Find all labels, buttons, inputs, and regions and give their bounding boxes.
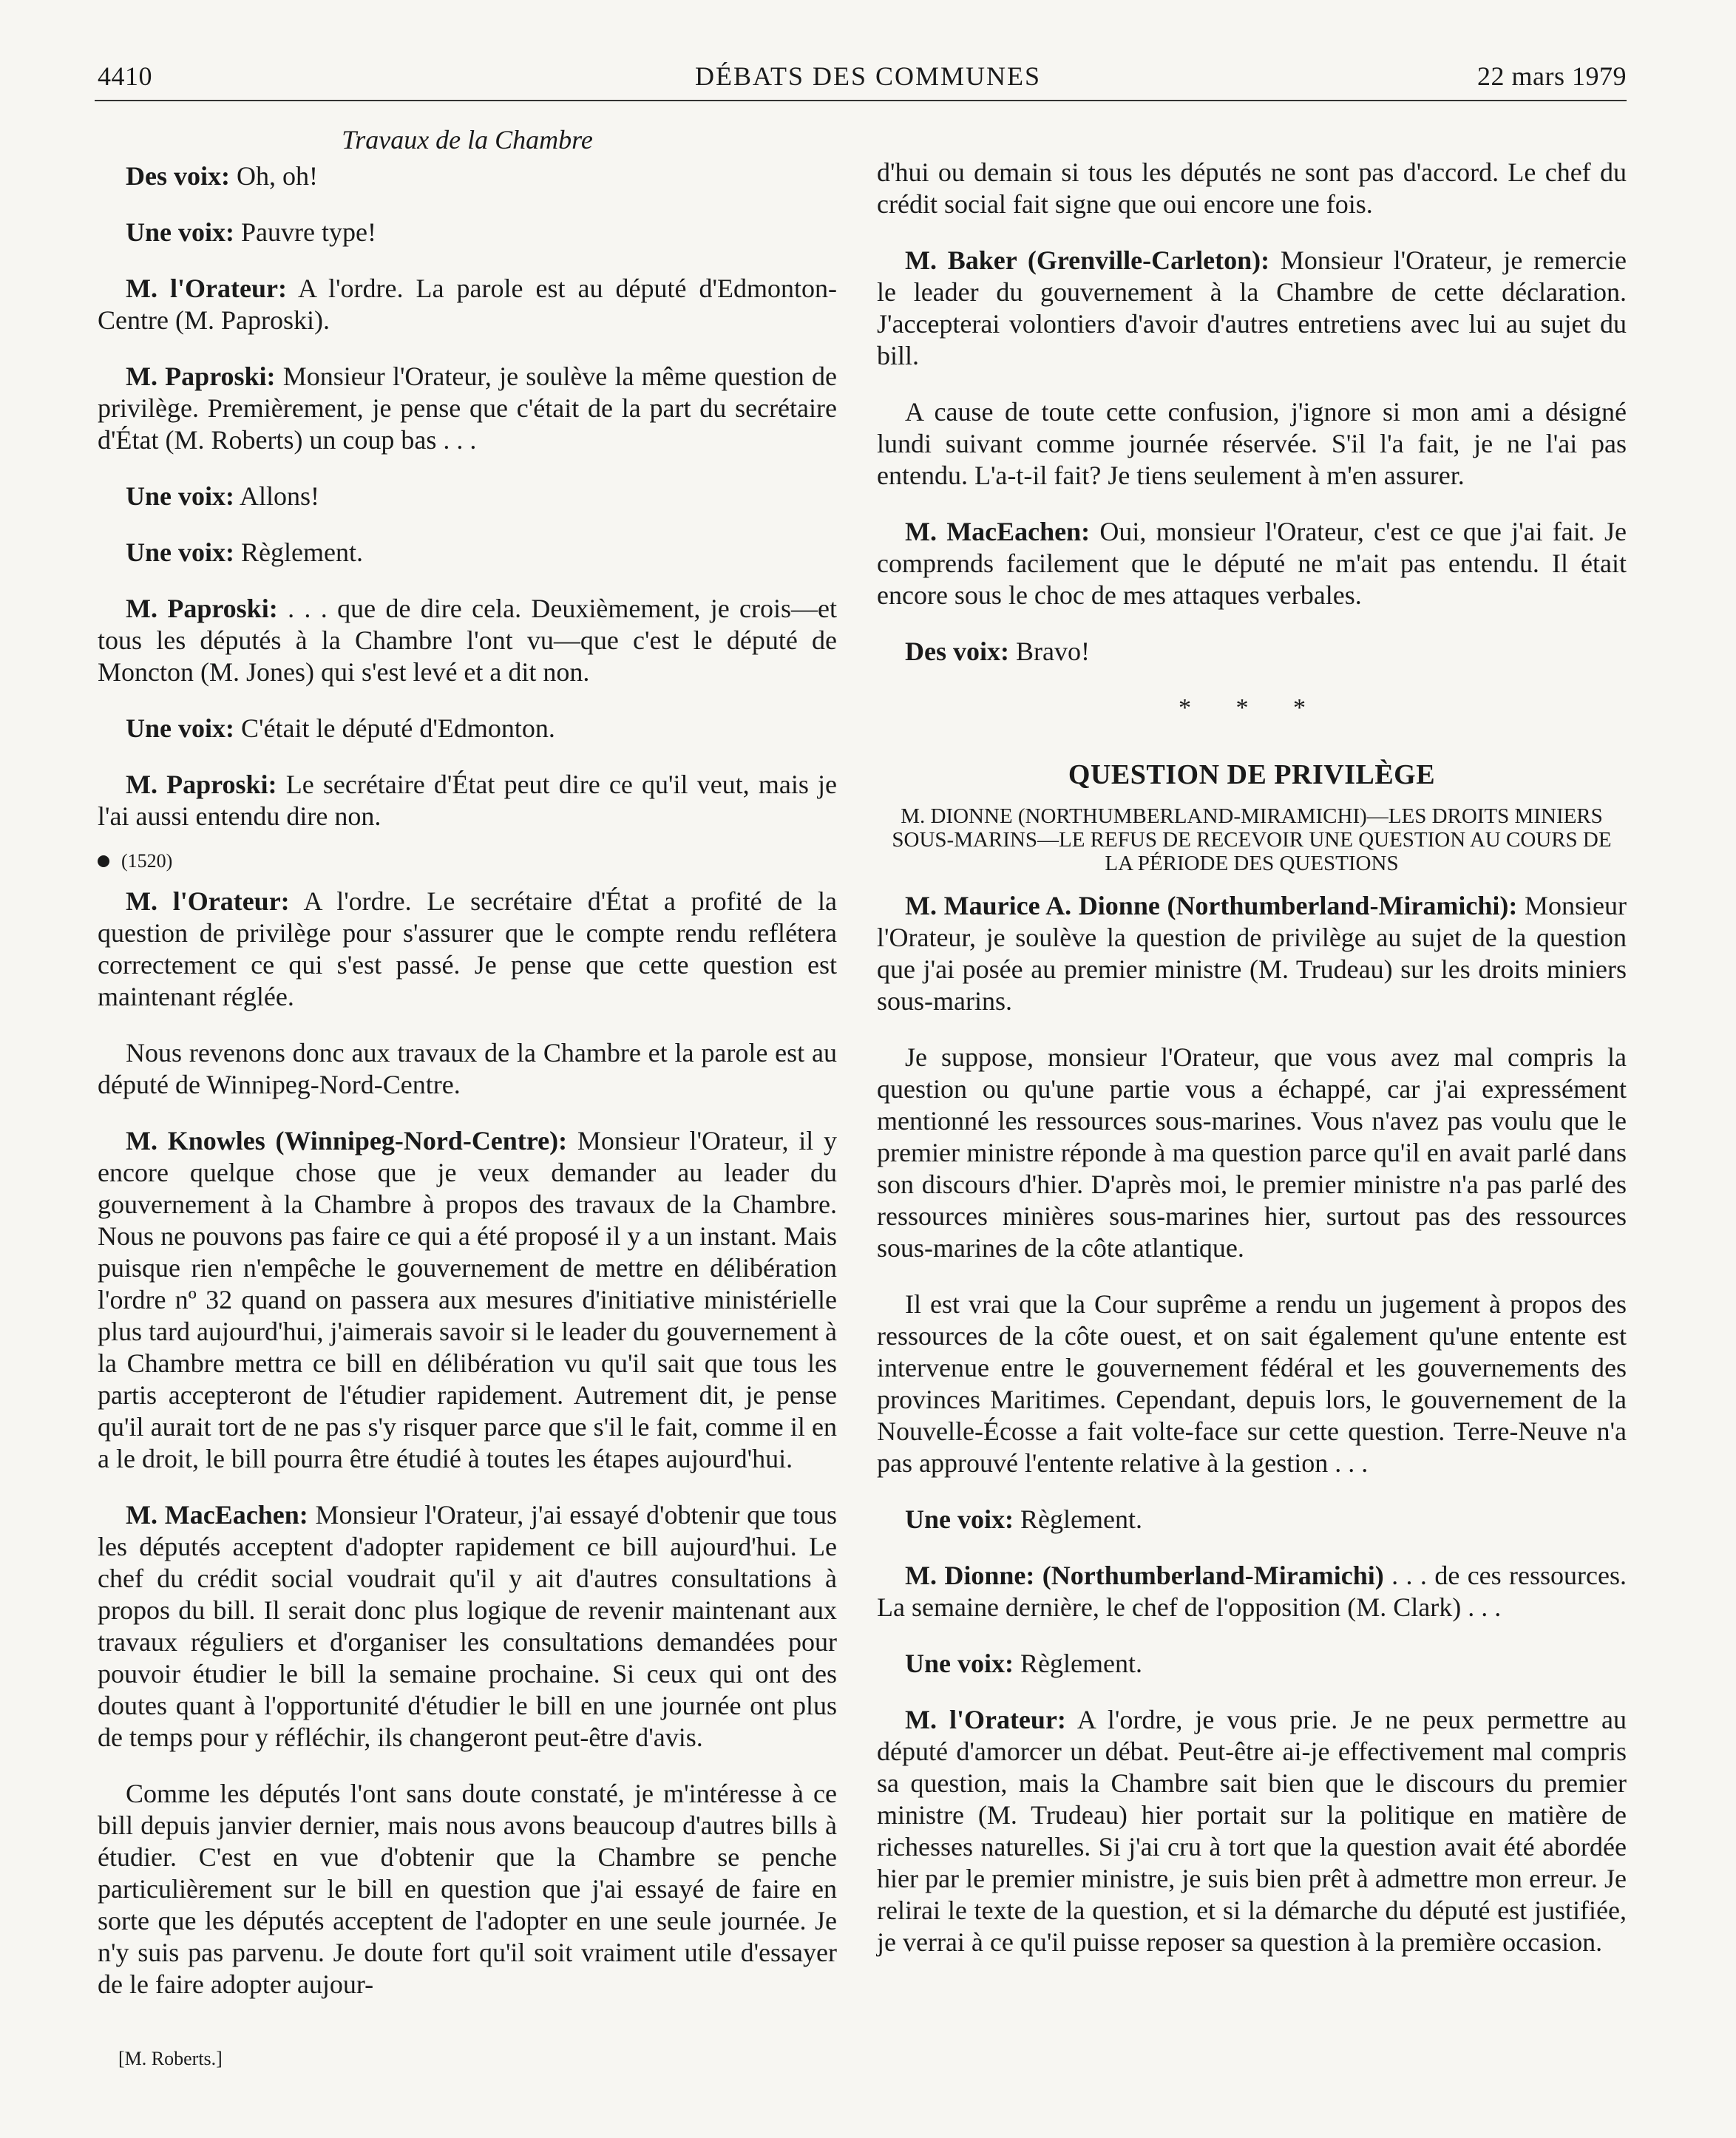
speech-text: Règlement.: [241, 537, 363, 567]
left-column: [98, 120, 837, 2025]
speech-paragraph: [98, 273, 837, 336]
speaker-name: M. Paproski:: [126, 362, 276, 391]
speaker-name: M. Knowles (Winnipeg-Nord-Centre):: [126, 1126, 568, 1155]
speaker-name: Une voix:: [126, 217, 234, 247]
speech-paragraph: [98, 1499, 837, 1754]
speech-text: Monsieur l'Orateur, il y encore quelque chose que je veux demander au leader du gouvernement à la Chambre à propos des travaux de la Chambre. Nous ne pouvons pas faire ce qui a été proposé il y a un instant. Mais puisque rien n'empêche le gouvernement de mettre en délibération l'ordre nº 32 quand on passera aux mesures d'initiative ministérielle plus tard aujourd'hui, j'aimerais savoir si le leader du gouvernement à la Chambre mettra ce bill en délibération vu qu'il sait que tous les partis accepteront de l'étudier rapidement. Autrement dit, je pense qu'il aurait tort de ne pas s'y risquer parce que s'il le fait, comme il en a le droit, le bill pourra être étudié à toutes les étapes aujourd'hui.: [98, 1126, 837, 1473]
left-paragraphs-2: [98, 886, 837, 2000]
speech-paragraph: [877, 1560, 1627, 1623]
speech-paragraph: [877, 890, 1627, 1017]
speech-text: Oui, monsieur l'Orateur, c'est ce que j'ai fait. Je comprends facilement que le député ne m'ait pas entendu. Il était encore sous le choc de mes attaques verbales.: [877, 517, 1627, 610]
speech-paragraph: [877, 516, 1627, 611]
speech-paragraph: [877, 245, 1627, 372]
speaker-name: M. l'Orateur:: [126, 274, 287, 303]
speech-paragraph: [98, 537, 837, 569]
speaker-name: M. Dionne: (Northumberland-Miramichi): [905, 1561, 1384, 1590]
speaker-name: Une voix:: [126, 713, 234, 743]
speaker-name: Une voix:: [905, 1649, 1014, 1678]
speech-text: . . . que de dire cela. Deuxièmement, je crois—et tous les députés à la Chambre l'ont vu—que c'est le député de Moncton (M. Jones) qui s'est levé et a dit non.: [98, 594, 837, 687]
speech-text: Monsieur l'Orateur, je remercie le leader du gouvernement à la Chambre de cette déclaration. J'accepterai volontiers d'avoir d'autres entretiens avec lui au sujet du bill.: [877, 245, 1627, 370]
section-subtitle: M. DIONNE (NORTHUMBERLAND-MIRAMICHI)—LES DROITS MINIERS SOUS-MARINS—LE REFUS DE RECEVOIR UNE QUESTION AU COURS DE LA PÉRIODE DES QUESTIONS: [892, 804, 1612, 875]
speaker-name: M. Baker (Grenville-Carleton):: [905, 245, 1270, 275]
speech-paragraph: [98, 713, 837, 744]
section-subhead: Travaux de la Chambre: [342, 125, 593, 155]
speech-text: C'était le député d'Edmonton.: [241, 713, 555, 743]
speaker-name: M. Paproski:: [126, 594, 278, 623]
speech-text: Le secrétaire d'État peut dire ce qu'il veut, mais je l'ai aussi entendu dire non.: [98, 770, 838, 831]
speech-text: A l'ordre, je vous prie. Je ne peux permettre au député d'amorcer un débat. Peut-être ai-je effectivement mal compris sa question, mais la Chambre sait bien que le discours du premier ministre (M. Trudeau) hier portait sur la politique en matière de richesses naturelles. Si j'ai cru à tort que la question avait été abordée hier par le premier ministre, je suis bien prêt à admettre mon erreur. Je relirai le texte de la question, et si la démarche du député est justifiée, je verrai à ce qu'il puisse reposer sa question à la première occasion.: [877, 1705, 1627, 1957]
speech-text: Allons!: [240, 481, 320, 511]
speaker-name: Une voix:: [126, 537, 234, 567]
speaker-name: M. Maurice A. Dionne (Northumberland-Miramichi):: [905, 891, 1518, 920]
speech-paragraph: [98, 1778, 837, 2000]
continuation-paragraph: d'hui ou demain si tous les députés ne sont pas d'accord. Le chef du crédit social fait signe que oui encore une fois.: [877, 157, 1627, 219]
speech-paragraph: [877, 1504, 1627, 1535]
speech-paragraph: [877, 636, 1627, 668]
right-paragraphs-2: [877, 890, 1627, 1958]
speaker-name: Des voix:: [905, 637, 1009, 666]
speech-text: Monsieur l'Orateur, j'ai essayé d'obtenir que tous les députés acceptent d'adopter rapidement ce bill aujourd'hui. Le chef du crédit social voudrait qu'il y ait d'autres consultations à propos du bill. Il serait donc plus logique de revenir maintenant aux travaux réguliers et d'organiser les consultations demandées pour pouvoir étudier le bill la semaine prochaine. Si ceux qui ont des doutes quant à l'opportunité d'étudier le bill en une journée ont plus de temps pour y réfléchir, ils changeront peut-être d'avis.: [98, 1500, 838, 1752]
speech-text: Pauvre type!: [241, 217, 376, 247]
speech-paragraph: [98, 769, 837, 832]
speaker-name: M. MacEachen:: [126, 1500, 308, 1530]
speech-paragraph: [98, 593, 837, 688]
speech-text: Monsieur l'Orateur, je soulève la même question de privilège. Premièrement, je pense que c'était de la part du secrétaire d'État (M. Roberts) un coup bas . . .: [98, 362, 837, 455]
speech-paragraph: [98, 886, 837, 1013]
speaker-name: M. l'Orateur:: [126, 886, 290, 916]
right-paragraphs: [877, 245, 1627, 668]
speech-text: . . . de ces ressources. La semaine dernière, le chef de l'opposition (M. Clark) . . .: [877, 1561, 1627, 1622]
bullet-icon: [98, 855, 109, 867]
speech-paragraph: [877, 1289, 1627, 1479]
speech-text: Nous revenons donc aux travaux de la Chambre et la parole est au député de Winnipeg-Nord-Centre.: [98, 1038, 837, 1099]
speech-text: Je suppose, monsieur l'Orateur, que vous avez mal compris la question ou qu'une partie vous a échappé, car j'ai expressément mentionné les ressources sous-marines. Vous n'avez pas voulu que le premier ministre réponde à ma question parce qu'il en avait parlé dans son discours d'hier. D'après moi, le premier ministre n'a pas parlé des ressources minières sous-marines hier, surtout pas des ressources sous-marines de la côte atlantique.: [877, 1042, 1627, 1263]
page-number: 4410: [98, 61, 152, 91]
speech-text: Comme les députés l'ont sans doute constaté, je m'intéresse à ce bill depuis janvier dernier, mais nous avons beaucoup d'autres bills à étudier. C'est en vue d'obtenir que la Chambre se penche particulièrement sur le bill en question que j'ai essayé de faire en sorte que les députés acceptent de l'adopter en une seule journée. Je n'y suis pas parvenu. Je doute fort qu'il soit vraiment utile d'essayer de le faire adopter aujour-: [98, 1779, 837, 1999]
speech-text: A l'ordre. Le secrétaire d'État a profité de la question de privilège pour s'assurer que le compte rendu reflétera correctement ce qui s'est passé. Je pense que cette question est maintenant réglée.: [98, 886, 838, 1011]
speech-paragraph: [877, 396, 1627, 492]
speech-text: A l'ordre. La parole est au député d'Edmonton-Centre (M. Paproski).: [98, 274, 837, 335]
time-marker-label: (1520): [121, 850, 173, 872]
speech-text: Il est vrai que la Cour suprême a rendu un jugement à propos des ressources de la côte ouest, et on sait également qu'une entente est intervenue entre le gouvernement fédéral et les gouvernements des provinces Maritimes. Cependant, depuis lors, le gouvernement de la Nouvelle-Écosse a fait volte-face sur cette question. Terre-Neuve n'a pas approuvé l'entente relative à la gestion . . .: [877, 1289, 1627, 1478]
speaker-name: M. Paproski:: [126, 770, 277, 799]
speech-paragraph: [877, 1704, 1627, 1958]
speaker-name: Une voix:: [905, 1504, 1014, 1534]
speech-text: Règlement.: [1020, 1649, 1142, 1678]
speaker-name: Des voix:: [126, 161, 230, 191]
header-rule: [95, 100, 1627, 101]
speech-paragraph: [98, 1037, 837, 1101]
speech-text: Monsieur l'Orateur, je soulève la question de privilège au sujet de la question que j'ai posée au premier ministre (M. Trudeau) sur les droits miniers sous-marins.: [877, 891, 1627, 1016]
page-header-title: DÉBATS DES COMMUNES: [694, 61, 1042, 91]
speech-text: Règlement.: [1020, 1504, 1142, 1534]
page-date: 22 mars 1979: [1477, 61, 1627, 91]
right-column: [877, 157, 1627, 1983]
speech-paragraph: [98, 1125, 837, 1475]
speech-text: A cause de toute cette confusion, j'ignore si mon ami a désigné lundi suivant comme journée réservée. S'il l'a fait, je ne l'ai pas entendu. L'a-t-il fait? Je tiens seulement à m'en assurer.: [877, 397, 1627, 490]
speech-paragraph: [98, 160, 837, 192]
speech-paragraph: [877, 1042, 1627, 1264]
speech-paragraph: [98, 481, 837, 512]
left-paragraphs: [98, 160, 837, 832]
section-separator: * * *: [1179, 694, 1325, 722]
speech-text: Oh, oh!: [236, 161, 318, 191]
speaker-name: Une voix:: [126, 481, 234, 511]
speech-paragraph: [98, 361, 837, 456]
footer-note: [M. Roberts.]: [118, 2048, 223, 2069]
speaker-name: M. l'Orateur:: [905, 1705, 1066, 1734]
section-title: QUESTION DE PRIVILÈGE: [1068, 759, 1436, 790]
time-marker: [98, 845, 837, 877]
speech-paragraph: [98, 217, 837, 248]
speaker-name: M. MacEachen:: [905, 517, 1091, 546]
speech-text: Bravo!: [1015, 637, 1090, 666]
speech-paragraph: [877, 1648, 1627, 1680]
